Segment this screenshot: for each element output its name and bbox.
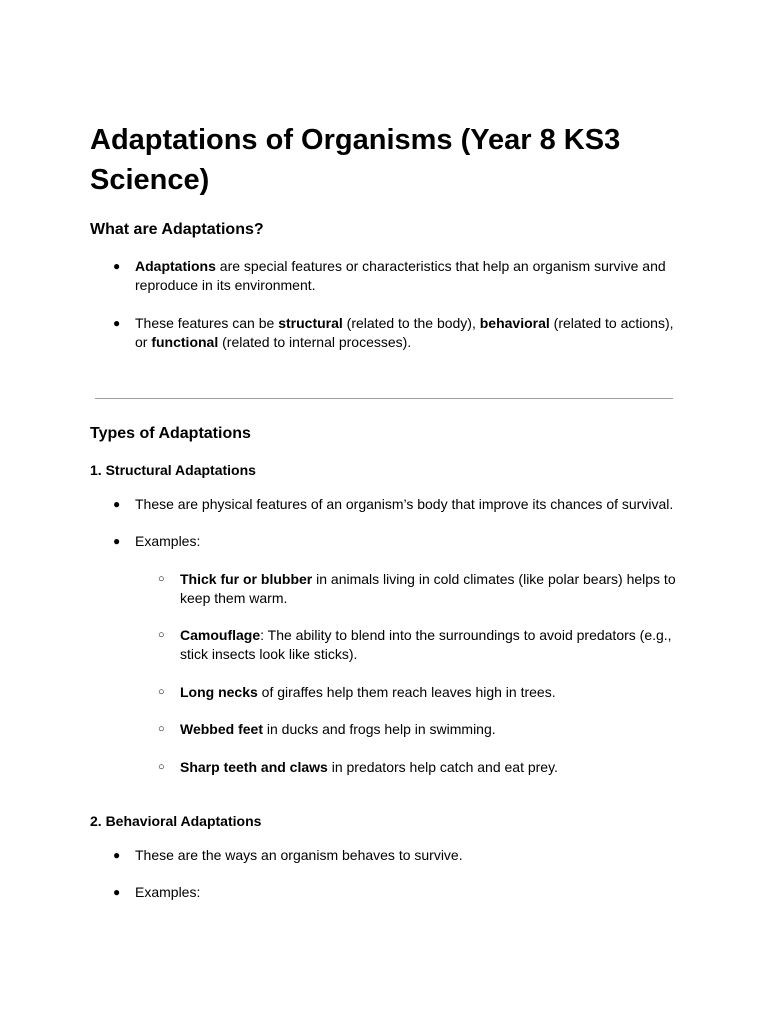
bullet-disc: ● [113, 259, 121, 273]
list-item-text: These features can be structural (related to the body), behavioral (related to actions), or functional (related to internal processes). [135, 315, 674, 350]
section-heading-types-of-adaptations: Types of Adaptations [90, 425, 251, 442]
list-item-text: Long necks of giraffes help them reach leaves high in trees. [180, 684, 556, 700]
bullet-disc: ● [113, 885, 121, 899]
bullet-circle: ○ [158, 761, 165, 773]
list-item-text: Thick fur or blubber in animals living in cold climates (like polar bears) helps to keep them warm. [180, 571, 676, 606]
bullet-circle: ○ [158, 573, 165, 585]
page-title: Adaptations of Organisms (Year 8 KS3 Science) [90, 124, 621, 196]
list-item-text: Webbed feet in ducks and frogs help in swimming. [180, 721, 496, 737]
bullet-disc: ● [113, 316, 121, 330]
bullet-circle: ○ [158, 723, 165, 735]
horizontal-divider [95, 398, 673, 399]
list-item-text: Examples: [135, 884, 201, 900]
bullet-disc: ● [113, 497, 121, 511]
list-item-text: These are physical features of an organism’s body that improve its chances of survival. [135, 496, 674, 512]
subsection-heading-behavioral: 2. Behavioral Adaptations [90, 813, 262, 829]
bullet-disc: ● [113, 534, 121, 548]
bullet-circle: ○ [158, 629, 165, 641]
list-item-text: Sharp teeth and claws in predators help catch and eat prey. [180, 759, 558, 775]
list-item-text: Examples: [135, 533, 201, 549]
list-item-text: Camouflage: The ability to blend into the surroundings to avoid predators (e.g., stick insects look like sticks). [180, 627, 672, 662]
section-heading-what-are-adaptations: What are Adaptations? [90, 221, 264, 238]
subsection-heading-structural: 1. Structural Adaptations [90, 462, 256, 478]
list-item-text: Adaptations are special features or characteristics that help an organism survive and reproduce in its environment. [135, 258, 666, 293]
bullet-circle: ○ [158, 686, 165, 698]
list-item-text: These are the ways an organism behaves to survive. [135, 847, 463, 863]
bullet-disc: ● [113, 848, 121, 862]
